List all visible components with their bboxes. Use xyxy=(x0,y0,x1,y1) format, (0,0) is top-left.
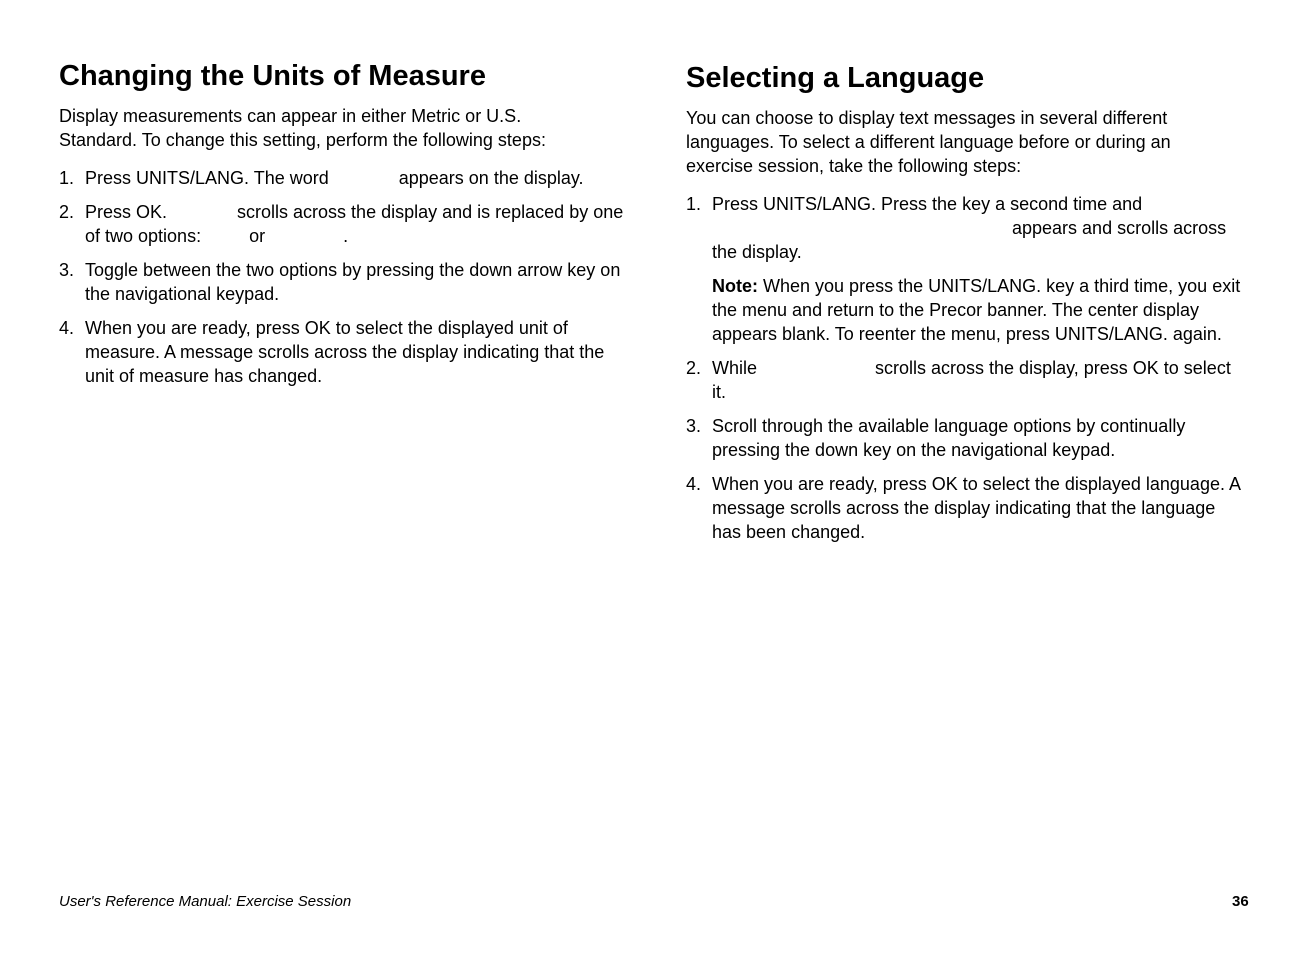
list-item: 4. When you are ready, press OK to select the displayed unit of measure. A message scrolls across the display indicating that the unit of measure has changed. xyxy=(59,318,605,386)
note-text: When you press the UNITS/LANG. key a third time, you exit the menu and return to the Precor banner. The center display appears blank. To reenter the menu, press UNITS/LANG. again. xyxy=(712,276,1241,344)
units-intro: Display measurements can appear in either Metric or U.S. Standard. To change this setting, perform the following steps: xyxy=(59,106,546,150)
language-steps xyxy=(686,192,1241,554)
note xyxy=(712,274,1241,346)
list-item: 1. Press UNITS/LANG. The word appears on the display. xyxy=(59,168,584,188)
list-item: 3. Scroll through the available language options by continually pressing the down key on the navigational keypad. xyxy=(686,416,1186,460)
page-number: 36 xyxy=(1232,893,1249,910)
footer-title: User's Reference Manual: Exercise Session xyxy=(59,893,352,910)
section-title-units: Changing the Units of Measure xyxy=(59,60,486,92)
units-steps xyxy=(59,166,624,398)
language-intro: You can choose to display text messages in several different languages. To select a different language before or during an exercise session, take the following steps: xyxy=(686,108,1171,176)
list-item: 1. Press UNITS/LANG. Press the key a second time andappears and scrolls across the display. Note: When you press the UNITS/LANG. key a third time, you exit the menu and return to the Precor banner. The center display appears blank. To reenter the menu, press UNITS/LANG. again. xyxy=(686,194,1241,344)
note-label: Note: xyxy=(712,276,758,296)
list-item: 2. Press OK. scrolls across the display and is replaced by one of two options: or . xyxy=(59,202,624,246)
list-item: 4. When you are ready, press OK to select the displayed language. A message scrolls across the display indicating that the language has been changed. xyxy=(686,474,1240,542)
list-item: 2. While scrolls across the display, press OK to select it. xyxy=(686,358,1231,402)
list-item: 3. Toggle between the two options by pressing the down arrow key on the navigational keypad. xyxy=(59,260,621,304)
section-title-language: Selecting a Language xyxy=(686,62,985,94)
